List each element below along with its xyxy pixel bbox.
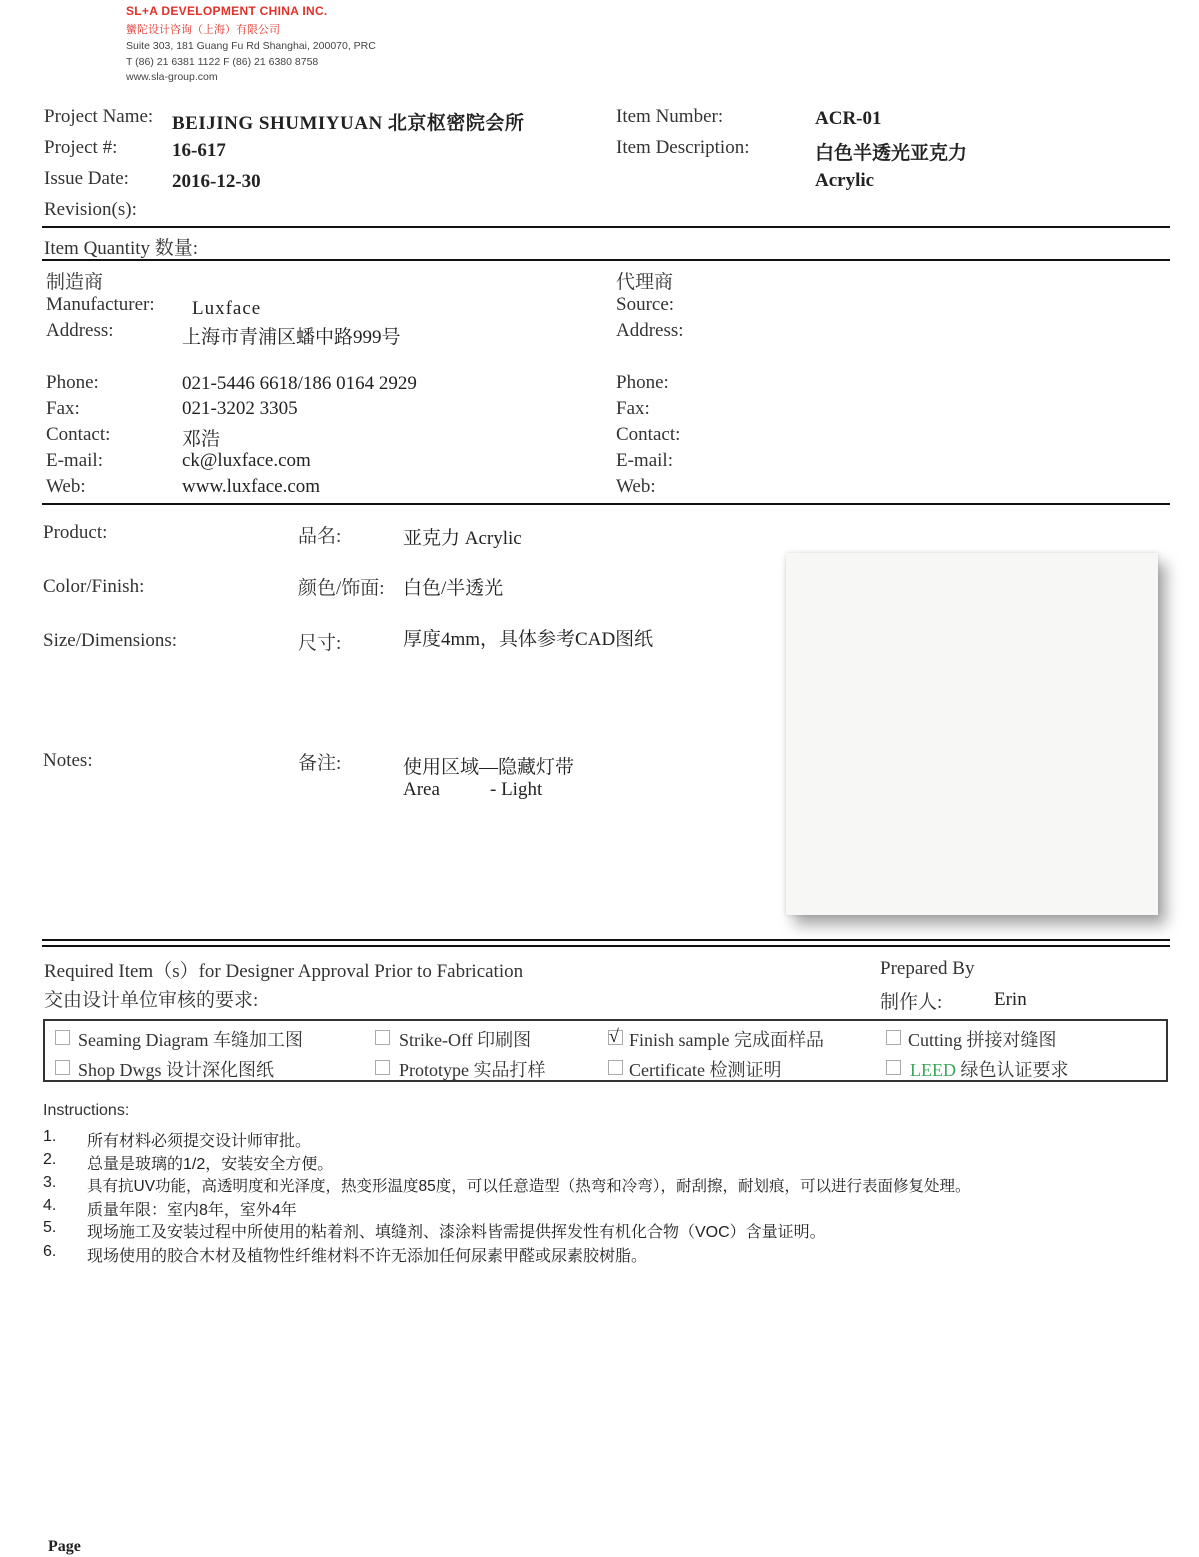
instruction-number: 6.	[43, 1243, 57, 1260]
instruction-text: 质量年限：室内8年，室外4年	[87, 1202, 297, 1219]
checkbox-label-leed	[910, 1056, 1068, 1082]
checkbox-seaming-diagram[interactable]	[55, 1030, 70, 1045]
item-description-label: Item Description:	[616, 137, 750, 158]
manufacturer-heading: 制造商	[46, 272, 104, 293]
instruction-text: 所有材料必须提交设计师审批。	[87, 1133, 312, 1150]
manufacturer-label: Manufacturer:	[46, 294, 155, 315]
revision-label: Revision(s):	[44, 199, 137, 220]
checkbox-prototype[interactable]	[375, 1060, 390, 1075]
company-address: Suite 303, 181 Guang Fu Rd Shanghai, 200070, PRC	[126, 40, 376, 52]
manufacturer-email-value[interactable]: ck@luxface.com	[182, 450, 311, 471]
source-fax-label: Fax:	[616, 398, 650, 419]
source-label: Source:	[616, 294, 675, 315]
check-mark-icon: √	[609, 1026, 619, 1046]
prepared-by-value: Erin	[994, 989, 1027, 1010]
manufacturer-web-value[interactable]: www.luxface.com	[182, 476, 321, 497]
source-heading: 代理商	[616, 272, 674, 293]
item-description-en: Acrylic	[815, 170, 875, 191]
source-email-label: E-mail:	[616, 450, 673, 471]
project-name-value: BEIJING SHUMIYUAN 北京枢密院会所	[172, 113, 525, 134]
source-contact-label: Contact:	[616, 424, 681, 445]
source-address-label: Address:	[616, 320, 684, 341]
project-number-value: 16-617	[172, 140, 226, 161]
prepared-by-cn-label: 制作人:	[880, 992, 943, 1013]
divider	[42, 939, 1170, 941]
manufacturer-contact-value: 邓浩	[182, 429, 221, 450]
item-number-label: Item Number:	[616, 106, 724, 127]
issue-date-value: 2016-12-30	[172, 171, 261, 192]
notes-cn-label: 备注:	[298, 753, 342, 774]
instruction-text: 总量是玻璃的1/2，安装安全方便。	[87, 1156, 334, 1173]
item-quantity-label: Item Quantity 数量:	[44, 238, 199, 259]
manufacturer-value: Luxface	[192, 298, 262, 319]
instruction-number: 5.	[43, 1219, 57, 1236]
instruction-text: 现场使用的胶合木材及植物性纤维材料不许无添加任何尿素甲醛或尿素胶树脂。	[87, 1248, 648, 1265]
size-cn-label: 尺寸:	[298, 633, 342, 654]
checkbox-certificate[interactable]	[608, 1060, 623, 1075]
company-name: SL+A DEVELOPMENT CHINA INC.	[126, 4, 328, 18]
project-number-label: Project #:	[44, 137, 118, 158]
instruction-number: 1.	[43, 1128, 57, 1145]
size-label: Size/Dimensions:	[43, 630, 178, 651]
color-finish-label: Color/Finish:	[43, 576, 145, 597]
company-phone-fax: T (86) 21 6381 1122 F (86) 21 6380 8758	[126, 56, 319, 68]
instructions-heading: Instructions:	[43, 1102, 130, 1119]
approval-title-en: Required Item（s）for Designer Approval Prior to Fabrication	[44, 961, 524, 982]
manufacturer-email-label: E-mail:	[46, 450, 103, 471]
checkbox-shop-dwgs[interactable]	[55, 1060, 70, 1075]
item-description-cn: 白色半透光亚克力	[815, 143, 968, 164]
manufacturer-phone-value: 021-5446 6618/186 0164 2929	[182, 373, 417, 394]
checkbox-label-seaming-diagram: Seaming Diagram 车缝加工图	[78, 1030, 303, 1050]
manufacturer-phone-label: Phone:	[46, 372, 99, 393]
checkbox-label-certificate: Certificate 检测证明	[629, 1060, 782, 1080]
product-value: 亚克力 Acrylic	[403, 528, 522, 549]
page-footer: Page	[48, 1538, 81, 1555]
notes-area: Area	[403, 779, 440, 800]
checkbox-leed[interactable]	[886, 1060, 901, 1075]
leed-cn-text: 绿色认证要求	[955, 1060, 1069, 1080]
notes-label: Notes:	[43, 750, 93, 771]
instruction-text: 具有抗UV功能，高透明度和光泽度，热变形温度85度，可以任意造型（热弯和冷弯），耐刮擦，耐划痕，可以进行表面修复处理。	[87, 1178, 971, 1195]
checkbox-label-shop-dwgs: Shop Dwgs 设计深化图纸	[78, 1060, 275, 1080]
company-web: www.sla-group.com	[126, 71, 218, 83]
approval-title-cn: 交由设计单位审核的要求:	[44, 990, 259, 1011]
product-label: Product:	[43, 522, 108, 543]
checkbox-label-prototype: Prototype 实品打样	[399, 1060, 546, 1080]
divider	[42, 259, 1170, 261]
checkbox-label-finish-sample: Finish sample 完成面样品	[629, 1030, 825, 1050]
instruction-number: 2.	[43, 1151, 57, 1168]
instruction-text: 现场施工及安装过程中所使用的粘着剂、填缝剂、漆涂料皆需提供挥发性有机化合物（VOC）含量证明。	[87, 1224, 826, 1241]
prepared-by-label: Prepared By	[880, 958, 975, 979]
checkbox-label-strike-off: Strike-Off 印刷图	[399, 1030, 532, 1050]
instruction-number: 3.	[43, 1174, 57, 1191]
checkbox-cutting[interactable]	[886, 1030, 901, 1045]
manufacturer-address-label: Address:	[46, 320, 114, 341]
source-phone-label: Phone:	[616, 372, 669, 393]
checkbox-strike-off[interactable]	[375, 1030, 390, 1045]
notes-line-1: 使用区域—隐藏灯带	[403, 757, 575, 778]
instruction-number: 4.	[43, 1197, 57, 1214]
issue-date-label: Issue Date:	[44, 168, 129, 189]
color-finish-value: 白色/半透光	[403, 578, 504, 599]
leed-text: LEED	[910, 1060, 956, 1080]
divider	[42, 945, 1170, 947]
color-finish-cn-label: 颜色/饰面:	[298, 578, 385, 599]
manufacturer-address-value: 上海市青浦区蟠中路999号	[182, 327, 401, 348]
divider	[42, 226, 1170, 228]
divider	[42, 503, 1170, 505]
manufacturer-web-label: Web:	[46, 476, 86, 497]
product-cn-label: 品名:	[298, 526, 342, 547]
notes-light: - Light	[490, 779, 543, 800]
project-name-label: Project Name:	[44, 106, 154, 127]
size-value: 厚度4mm，具体参考CAD图纸	[403, 629, 654, 650]
item-number-value: ACR-01	[815, 108, 882, 129]
source-web-label: Web:	[616, 476, 656, 497]
manufacturer-contact-label: Contact:	[46, 424, 111, 445]
material-sample-image	[786, 553, 1158, 915]
company-cn-name: 蠻陀设计咨询（上海）有限公司	[126, 24, 280, 36]
manufacturer-fax-value: 021-3202 3305	[182, 398, 298, 419]
manufacturer-fax-label: Fax:	[46, 398, 80, 419]
checkbox-label-cutting: Cutting 拼接对缝图	[908, 1030, 1057, 1050]
